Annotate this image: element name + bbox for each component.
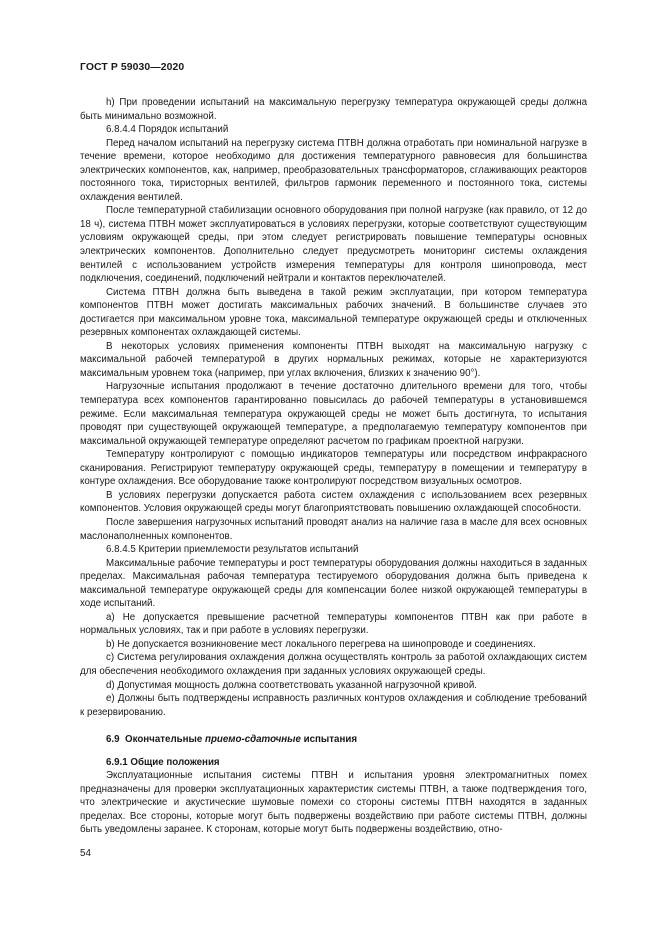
document-body (80, 96, 587, 837)
list-item-b: b) Не допускается возникновение мест локального перегрева на шинопроводе и соединениях. (106, 638, 536, 650)
subsection-6-8-4-4-title: 6.8.4.4 Порядок испытаний (106, 124, 229, 136)
section-6-9-number: 6.9 (106, 734, 120, 746)
section-6-9-title-italic: приемо-сдаточные (204, 734, 301, 746)
paragraph: Эксплуатационные испытания системы ПТВН и испытания уровня электромагнитных помех предназначены для проверки эксплуатационных характеристик системы ПТВН, а также подтверждения того, что электрические и акустические шумовые помехи со стороны системы ПТВН находятся в заданных пределах. Все стороны, которые могут быть подвержены воздействию при работе системы ПТВН, должны быть уведомлены заранее. К сторонам, которые могут быть подвержены воздействию, отно- (80, 770, 587, 836)
list-item-c: c) Система регулирования охлаждения должна осуществлять контроль за работой охлаждающих систем для обеспечения необходимого охлаждения при заданных условиях окружающей среды. (80, 652, 587, 677)
paragraph: После температурной стабилизации основного оборудования при полной нагрузке (как правило, от 12 до 18 ч), система ПТВН может эксплуатироваться в условиях перегрузки, которые соответствуют существующим условиям окружающей среды, при этом следует регистрировать повышение температуры основных электрических компонентов. Дополнительно следует предусмотреть мониторинг системы охлаждения вентилей с использованием устройств измерения температуры для контроля шинопровода, мест подключения, соединений, подключений нейтрали и контактов переключателей. (80, 205, 587, 285)
paragraph: Максимальные рабочие температуры и рост температуры оборудования должны находиться в заданных пределах. Максимальная рабочая температура тестируемого оборудования должна быть приведена к максимальной температуре окружающей среды для компенсации более низкой окружающей температуры в ходе испытаний. (80, 557, 587, 610)
subsection-6-8-4-5-title: 6.8.4.5 Критерии приемлемости результатов испытаний (106, 544, 359, 556)
section-6-9-1-heading: 6.9.1 Общие положения (106, 756, 220, 768)
paragraph: После завершения нагрузочных испытаний проводят анализ на наличие газа в масле для всех основных маслонаполненных компонентов. (80, 516, 587, 542)
paragraph: Нагрузочные испытания продолжают в течение достаточно длительного времени для того, чтобы температура всех компонентов гарантированно повысилась до рабочей температуры в установившемся режиме. Если максимальная температура окружающей среды не может быть достигнута, то испытания проводят при существующей окружающей температуре, а предполагаемую температуру компонентов при максимальной окружающей температуре определяют расчетом по графикам проектной нагрузки. (80, 381, 587, 447)
paragraph: Перед началом испытаний на перегрузку система ПТВН должна отработать при номинальной нагрузке в течение времени, которое необходимо для достижения температурного равновесия для большинства электрических компонентов, как, например, преобразовательных трансформаторов, сглаживающих реакторов постоянного тока, тиристорных вентилей, фильтров гармоник переменного и постоянного тока, системы охлаждения вентилей. (80, 137, 587, 203)
paragraph: В некоторых условиях применения компоненты ПТВН выходят на максимальную нагрузку с максимальной рабочей температурой в других нормальных режимах, которые не характеризуются максимальным уровнем тока (например, при углах включения, близких к значению 90°). (80, 340, 587, 379)
paragraph: Система ПТВН должна быть выведена в такой режим эксплуатации, при котором температура компонентов ПТВН может достигать максимальных рабочих значений. В большинстве случаев это достигается при максимальном уровне тока, максимальной температуре окружающей среды и отключенных резервных компонентах охлаждающей системы. (80, 286, 587, 339)
document-header: ГОСТ Р 59030—2020 (80, 62, 185, 73)
paragraph: В условиях перегрузки допускается работа систем охлаждения с использованием всех резервных компонентов. Условия окружающей среды могут благоприятствовать повышению охлаждающей способности. (80, 489, 587, 515)
section-6-9-title-start: Окончательные (124, 734, 205, 746)
list-item-a: а) Не допускается превышение расчетной температуры компонентов ПТВН как при работе в нормальных условиях, так и при работе в условиях перегрузки. (80, 611, 587, 637)
list-item-e: e) Должны быть подтверждены исправность различных контуров охлаждения и соблюдение требований к резервированию. (80, 693, 587, 718)
list-item-d: d) Допустимая мощность должна соответствовать указанной нагрузочной кривой. (106, 679, 477, 691)
section-6-9-heading (80, 733, 587, 747)
paragraph-h: h) При проведении испытаний на максимальную перегрузку температура окружающей среды должна быть минимально возможной. (80, 97, 587, 122)
paragraph: Температуру контролируют с помощью индикаторов температуры или посредством инфракрасного сканирования. Регистрируют температуру окружающей среды, температуру в помещении и температуру в контуре охлаждения. Все оборудование также контролируют посредством визуальных осмотров. (80, 449, 587, 488)
page-number: 54 (80, 848, 91, 859)
section-6-9-title-end: испытания (300, 734, 358, 746)
